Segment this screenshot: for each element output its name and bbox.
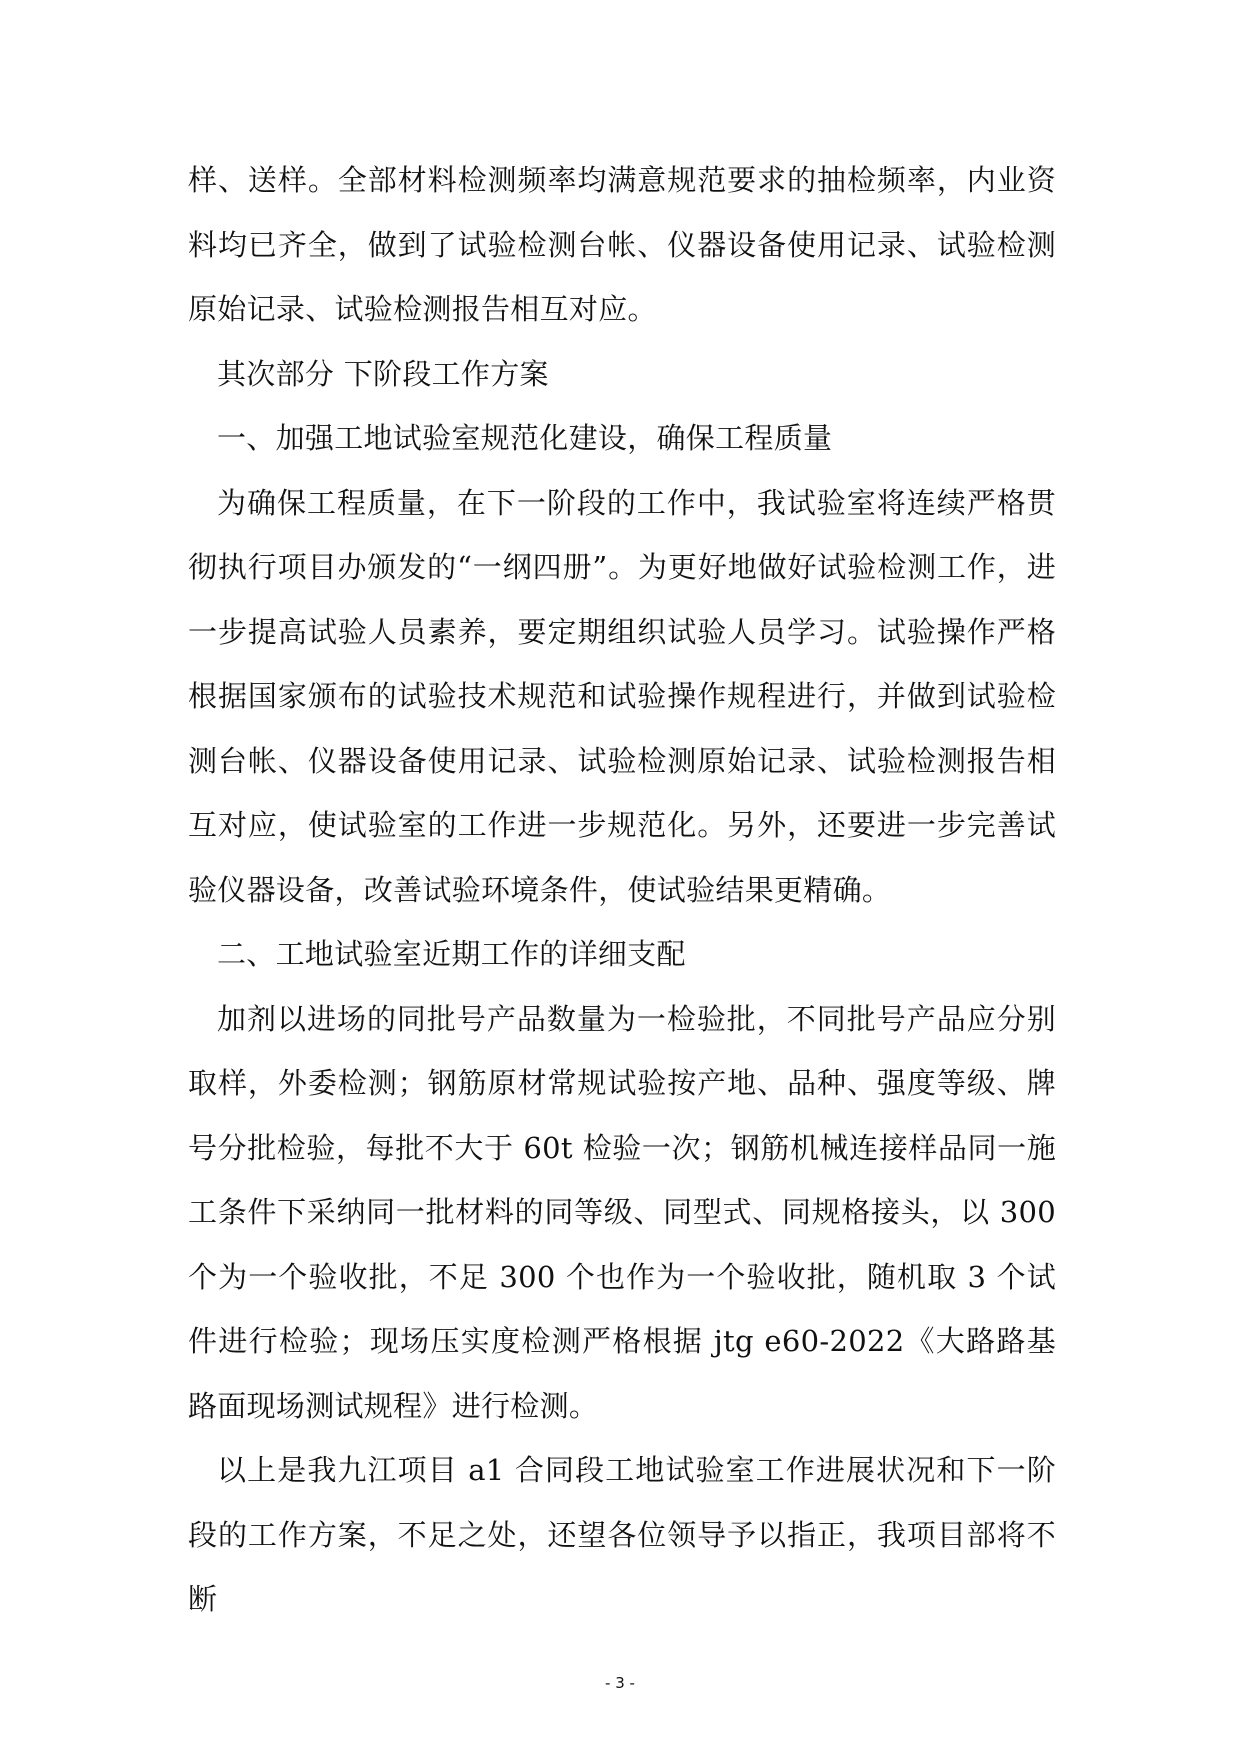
paragraph-testing-schedule: 加剂以进场的同批号产品数量为一检验批，不同批号产品应分别取样，外委检测；钢筋原材常规试验按产地、品种、强度等级、牌号分批检验，每批不大于 60t 检验一次；钢筋机械连接样品同一施工条件下采纳同一批材料的同等级、同型式、同规格接头，以 300 个为一个验收批，不足 300 个也作为一个验收批，随机取 3 个试件进行检验；现场压实度检测严格根据 jtg e60-2022《大路路基路面现场测试规程》进行检测。 (188, 1001, 1056, 1423)
document-body (188, 148, 1056, 1632)
section-heading-part-two: 其次部分 下阶段工作方案 (217, 356, 549, 391)
subheading-two: 二、工地试验室近期工作的详细支配 (217, 937, 686, 971)
paragraph-quality-plan: 为确保工程质量，在下一阶段的工作中，我试验室将连续严格贯彻执行项目办颁发的“一纲四册”。为更好地做好试验检测工作，进一步提高试验人员素养，要定期组织试验人员学习。试验操作严格根据国家颁布的试验技术规范和试验操作规程进行，并做到试验检测台帐、仪器设备使用记录、试验检测原始记录、试验检测报告相互对应，使试验室的工作进一步规范化。另外，还要进一步完善试验仪器设备，改善试验环境条件，使试验结果更精确。 (188, 485, 1056, 907)
paragraph-closing: 以上是我九江项目 a1 合同段工地试验室工作进展状况和下一阶段的工作方案，不足之处，还望各位领导予以指正，我项目部将不断 (188, 1453, 1056, 1616)
subheading-one: 一、加强工地试验室规范化建设，确保工程质量 (217, 421, 833, 455)
paragraph-continuation: 样、送样。全部材料检测频率均满意规范要求的抽检频率，内业资料均已齐全，做到了试验检测台帐、仪器设备使用记录、试验检测原始记录、试验检测报告相互对应。 (188, 163, 1056, 326)
page-number: - 3 - (605, 1674, 635, 1692)
